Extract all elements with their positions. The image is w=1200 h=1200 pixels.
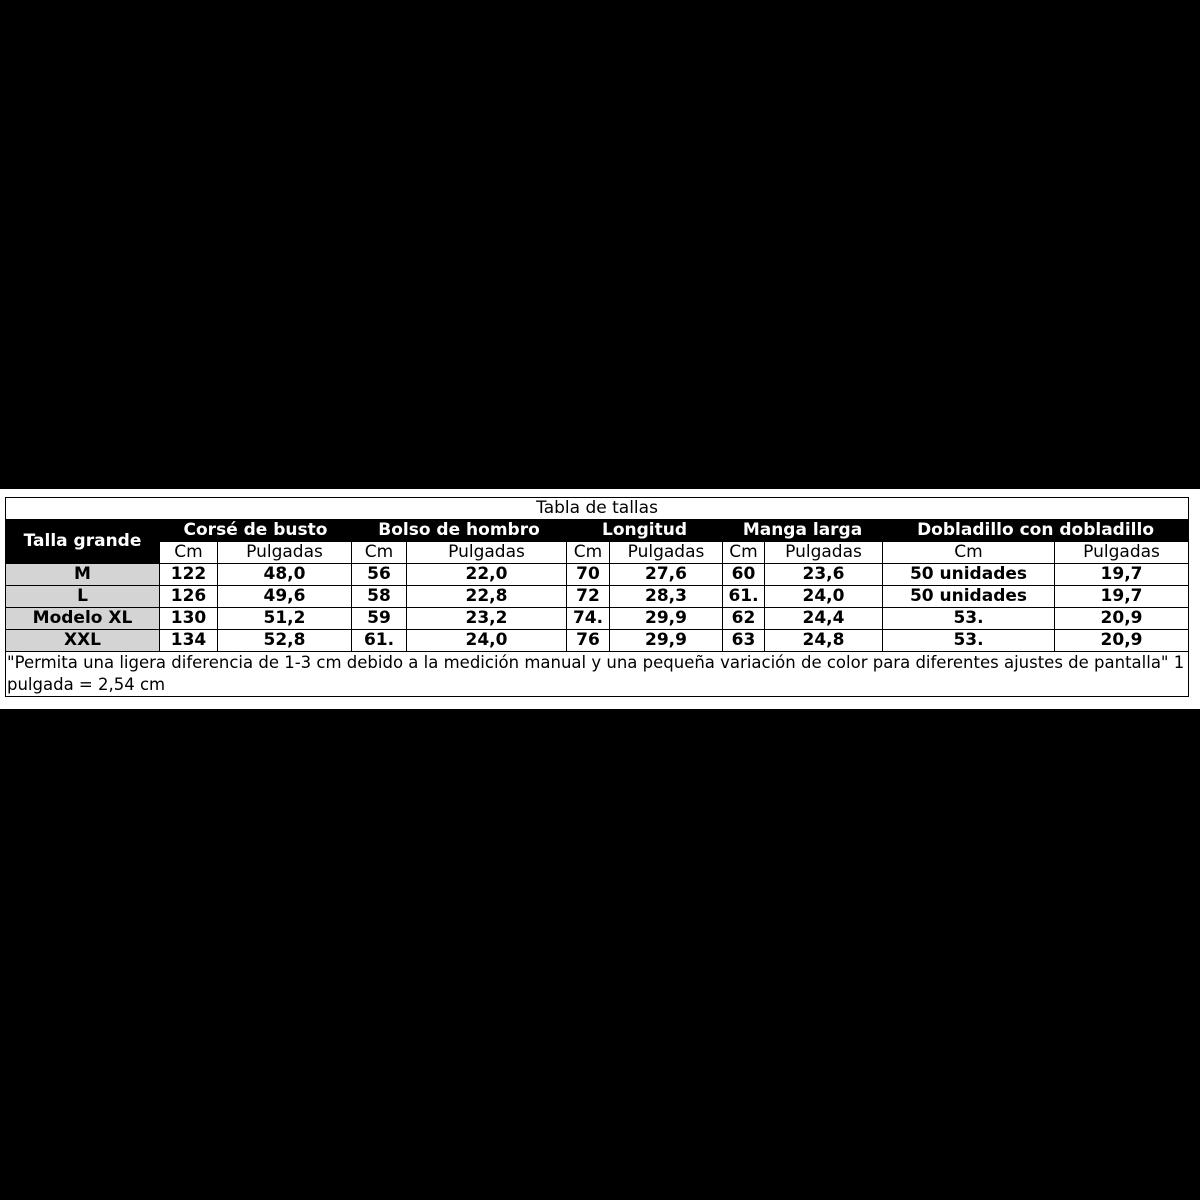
table-row (6, 630, 1189, 652)
value-cell: 122 (160, 564, 218, 586)
value-cell: 27,6 (610, 564, 723, 586)
unit-cm: Cm (160, 542, 218, 564)
value-cell: 24,4 (765, 608, 883, 630)
unit-cm: Cm (567, 542, 610, 564)
table-row (6, 564, 1189, 586)
value-cell: 58 (352, 586, 407, 608)
group-header: Longitud (567, 520, 723, 542)
unit-in: Pulgadas (218, 542, 352, 564)
value-cell: 28,3 (610, 586, 723, 608)
value-cell: 130 (160, 608, 218, 630)
value-cell: 134 (160, 630, 218, 652)
size-label: Modelo XL (6, 608, 160, 630)
value-cell: 49,6 (218, 586, 352, 608)
value-cell: 20,9 (1055, 630, 1189, 652)
value-cell: 52,8 (218, 630, 352, 652)
value-cell: 24,0 (407, 630, 567, 652)
value-cell: 61. (352, 630, 407, 652)
size-label: M (6, 564, 160, 586)
unit-cm: Cm (723, 542, 765, 564)
size-table (5, 497, 1189, 697)
value-cell: 50 unidades (883, 564, 1055, 586)
size-label: XXL (6, 630, 160, 652)
value-cell: 19,7 (1055, 586, 1189, 608)
size-label: L (6, 586, 160, 608)
value-cell: 70 (567, 564, 610, 586)
value-cell: 59 (352, 608, 407, 630)
group-header: Corsé de busto (160, 520, 352, 542)
size-chart-sheet (0, 489, 1200, 709)
value-cell: 53. (883, 608, 1055, 630)
value-cell: 63 (723, 630, 765, 652)
table-title: Tabla de tallas (6, 498, 1189, 520)
value-cell: 23,2 (407, 608, 567, 630)
group-header: Dobladillo con dobladillo (883, 520, 1189, 542)
value-cell: 48,0 (218, 564, 352, 586)
value-cell: 24,0 (765, 586, 883, 608)
unit-in: Pulgadas (407, 542, 567, 564)
value-cell: 19,7 (1055, 564, 1189, 586)
value-cell: 72 (567, 586, 610, 608)
value-cell: 24,8 (765, 630, 883, 652)
value-cell: 22,0 (407, 564, 567, 586)
value-cell: 76 (567, 630, 610, 652)
value-cell: 126 (160, 586, 218, 608)
value-cell: 29,9 (610, 630, 723, 652)
unit-in: Pulgadas (765, 542, 883, 564)
group-header: Bolso de hombro (352, 520, 567, 542)
value-cell: 51,2 (218, 608, 352, 630)
value-cell: 20,9 (1055, 608, 1189, 630)
unit-cm: Cm (883, 542, 1055, 564)
value-cell: 50 unidades (883, 586, 1055, 608)
value-cell: 53. (883, 630, 1055, 652)
table-row (6, 608, 1189, 630)
value-cell: 60 (723, 564, 765, 586)
value-cell: 74. (567, 608, 610, 630)
value-cell: 62 (723, 608, 765, 630)
value-cell: 29,9 (610, 608, 723, 630)
unit-cm: Cm (352, 542, 407, 564)
table-row (6, 586, 1189, 608)
value-cell: 56 (352, 564, 407, 586)
group-header: Manga larga (723, 520, 883, 542)
value-cell: 22,8 (407, 586, 567, 608)
measurement-note: "Permita una ligera diferencia de 1-3 cm debido a la medición manual y una pequeña variación de color para diferentes ajustes de pantalla" 1 pulgada = 2,54 cm (6, 652, 1189, 697)
unit-in: Pulgadas (610, 542, 723, 564)
value-cell: 61. (723, 586, 765, 608)
value-cell: 23,6 (765, 564, 883, 586)
size-header: Talla grande (6, 520, 160, 564)
unit-in: Pulgadas (1055, 542, 1189, 564)
